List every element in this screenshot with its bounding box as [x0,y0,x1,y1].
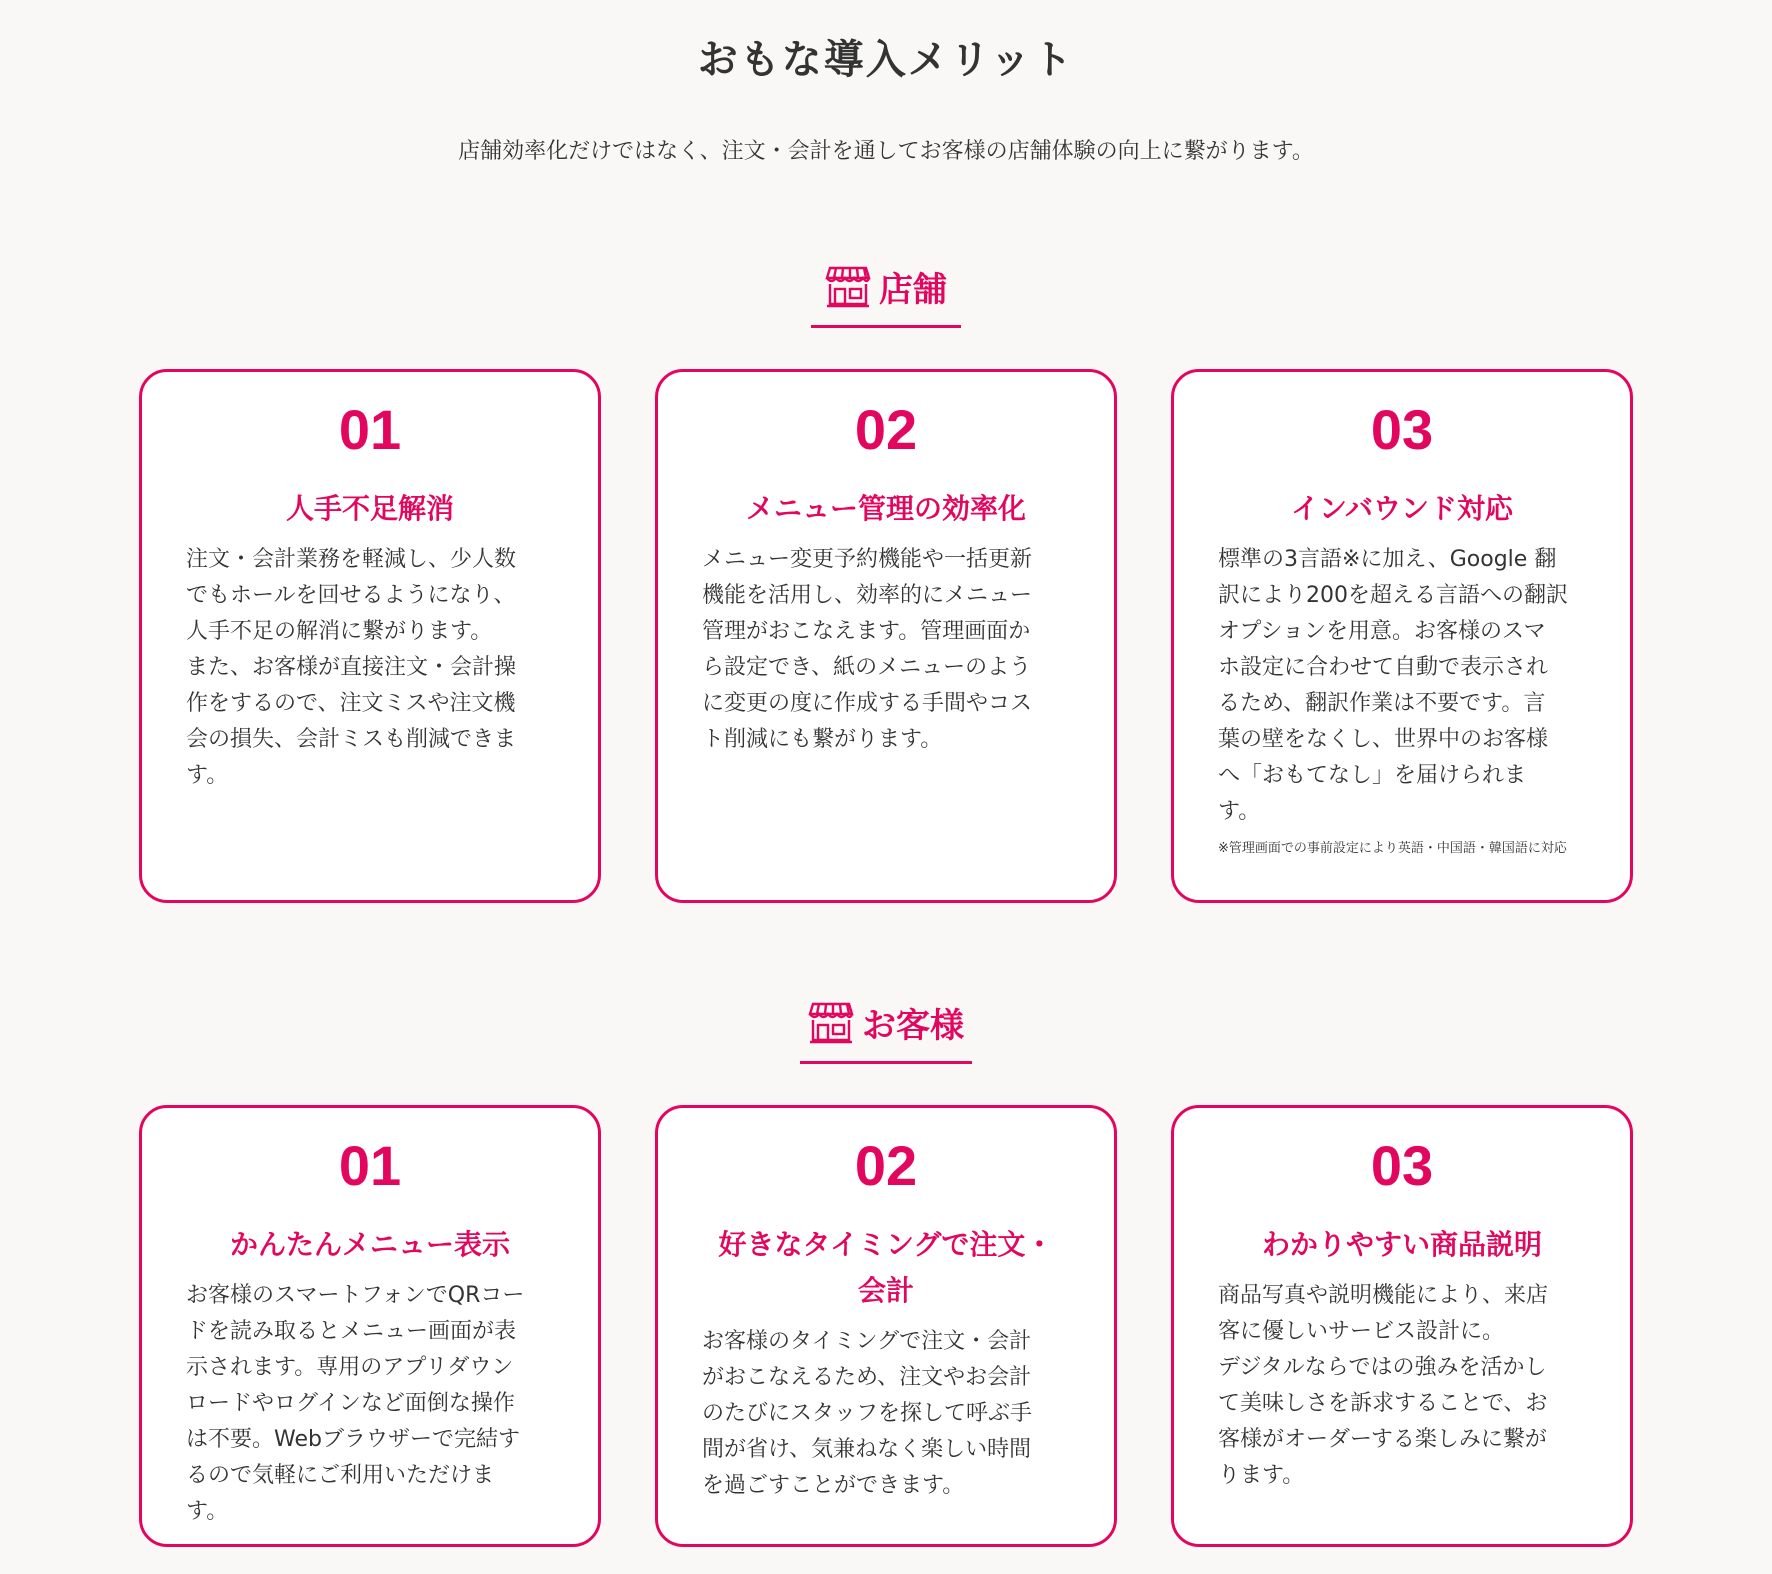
card-number: 03 [1370,398,1434,461]
page-title: おもな導入メリット [697,37,1075,83]
card-number: 02 [854,1134,918,1197]
card-text: お客様のタイミングで注文・会計 がおこなえるため、注文やお会計 のたびにスタッフを探して呼ぶ手 間が省け、気兼ねなく楽しい時間 を過ごすことができます。 [702,1329,1033,1498]
section-label-store: 店舗 [879,270,947,310]
card-number: 01 [338,398,402,461]
section-label-customer: お客様 [862,1006,964,1046]
card-title: インバウンド対応 [1290,492,1514,525]
card-text: 注文・会計業務を軽減し、少人数 でもホールを回せるようになり、 人手不足の解消に繋がります。 また、お客様が直接注文・会計操 作をするので、注文ミスや注文機 会の損失、会計ミスも削減できま す。 [186,547,517,788]
card-number: 01 [338,1134,402,1197]
card-text: 標準の3言語※に加え、Google 翻 訳により200を超える言語への翻訳 オプションを用意。お客様のスマ ホ設定に合わせて自動で表示され るため、翻訳作業は不要です。言 葉の壁をなくし、世界中のお客様 へ「おもてなし」を届けられま す。 [1218,547,1568,824]
benefit-card [655,1105,1117,1547]
benefit-card [139,1105,601,1547]
benefit-card [655,369,1117,903]
section-heading-store [0,262,1772,328]
card-text: お客様のスマートフォンでQRコー ドを読み取るとメニュー画面が表 示されます。専用のアプリダウン ロードやログインなど面倒な操作 は不要。Webブラウザーで完結す るので気軽にご利用いただけま す。 [186,1283,525,1524]
card-number: 02 [854,398,918,461]
card-number: 03 [1370,1134,1434,1197]
shop-icon [808,1001,854,1045]
card-title: メニュー管理の効率化 [745,492,1026,525]
benefit-card [1171,369,1633,903]
section-heading-customer [0,998,1772,1064]
card-title: かんたんメニュー表示 [229,1228,510,1261]
card-title: わかりやすい商品説明 [1261,1228,1542,1261]
card-title: 好きなタイミングで注文・会計 [718,1228,1054,1307]
card-text: 商品写真や説明機能により、来店 客に優しいサービス設計に。 デジタルならではの強みを活かし て美味しさを訴求することで、お 客様がオーダーする楽しみに繋が ります。 [1218,1283,1549,1488]
shop-icon [825,265,871,309]
card-footnote: ※管理画面での事前設定により英語・中国語・韓国語に対応 [1218,841,1567,856]
benefit-card [139,369,601,903]
card-title: 人手不足解消 [285,492,454,525]
benefit-card [1171,1105,1633,1547]
page-lead: 店舗効率化だけではなく、注文・会計を通してお客様の店舗体験の向上に繋がります。 [458,139,1314,164]
card-text: メニュー変更予約機能や一括更新 機能を活用し、効率的にメニュー 管理がおこなえます。管理画面か ら設定でき、紙のメニューのよう に変更の度に作成する手間やコス ト削減にも繋がります。 [702,547,1033,752]
